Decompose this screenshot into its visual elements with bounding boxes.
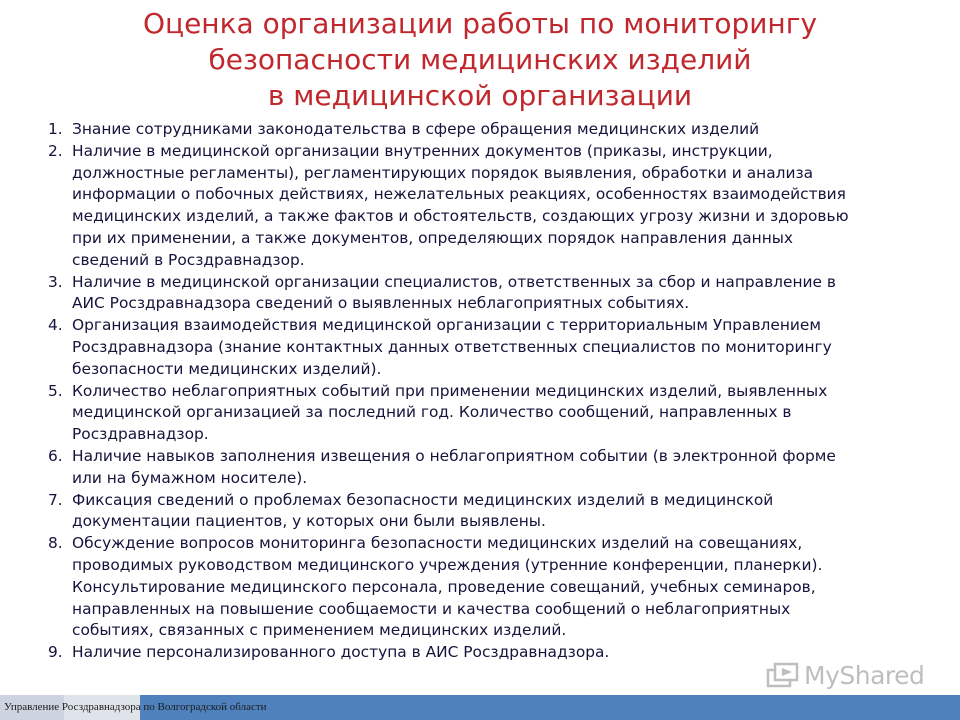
list-item-line: Знание сотрудниками законодательства в сфере обращения медицинских изделий xyxy=(72,120,760,138)
list-item-number: 3. xyxy=(48,272,63,291)
list-item xyxy=(48,381,898,446)
list-item-line: Обсуждение вопросов мониторинга безопасности медицинских изделий на совещаниях, xyxy=(72,534,803,553)
list-item-line: Наличие навыков заполнения извещения о неблагоприятном событии (в электронной форме xyxy=(72,446,836,465)
list-item-text xyxy=(72,315,898,380)
list-item-line: медицинских изделий, а также фактов и обстоятельств, создающих угрозу жизни и здоровью xyxy=(72,207,849,226)
slide-title-line-1: Оценка организации работы по мониторингу xyxy=(142,7,818,40)
list-item-line: направленных на повышение сообщаемости и качества сообщений о неблагоприятных xyxy=(72,599,791,618)
list-item-line: документации пациентов, у которых они были выявлены. xyxy=(72,512,546,531)
list-item-line: Консультирование медицинского персонала, проведение совещаний, учебных семинаров, xyxy=(72,577,816,596)
list-item-line: или на бумажном носителе). xyxy=(72,468,308,487)
list-item-text xyxy=(72,533,898,642)
list-item-line: событиях, связанных с применением медицинских изделий. xyxy=(72,621,567,640)
list-item-line: безопасности медицинских изделий). xyxy=(72,359,382,378)
watermark-text: MyShared xyxy=(804,660,925,690)
list-item xyxy=(48,490,898,534)
list-item-text xyxy=(72,381,898,446)
list-item-line: сведений в Росздравнадзор. xyxy=(72,250,305,269)
list-item-text xyxy=(72,490,898,534)
list-item-line: должностные регламенты), регламентирующих порядок выявления, обработки и анализа xyxy=(72,163,814,182)
list-item-number: 6. xyxy=(48,446,63,465)
list-item-line: Организация взаимодействия медицинской организации с территориальным Управлением xyxy=(72,316,821,335)
list-item-number: 5. xyxy=(48,381,63,400)
list-item-line: Количество неблагоприятных событий при применении медицинских изделий, выявленных xyxy=(72,381,828,400)
list-item xyxy=(48,533,898,642)
slide-title-line-3: в медицинской организации xyxy=(267,79,693,112)
list-item-text xyxy=(72,446,898,490)
myshared-logo-icon xyxy=(766,660,800,690)
list-item-number: 8. xyxy=(48,534,63,553)
list-item-line: информации о побочных действиях, нежелательных реакциях, особенностях взаимодействия xyxy=(72,185,846,204)
list-item-number: 4. xyxy=(48,316,63,335)
slide-title-line-2: безопасности медицинских изделий xyxy=(208,43,752,76)
list-item xyxy=(48,119,898,141)
slide-title xyxy=(80,6,880,114)
list-item-line: АИС Росздравнадзора сведений о выявленных неблагоприятных событиях. xyxy=(72,294,690,313)
list-item-line: при их применении, а также документов, определяющих порядок направления данных xyxy=(72,228,794,247)
list-item-line: Росздравнадзора (знание контактных данных ответственных специалистов по мониторингу xyxy=(72,337,832,356)
footer-label: Управление Росздравнадзора по Волгоградской области xyxy=(4,701,267,713)
footer-bar xyxy=(0,695,960,720)
list-item xyxy=(48,141,898,272)
list-item-text xyxy=(72,141,898,272)
list-item-line: Наличие в медицинской организации специалистов, ответственных за сбор и направление в xyxy=(72,272,836,291)
list-item-line: Фиксация сведений о проблемах безопасности медицинских изделий в медицинской xyxy=(72,490,774,509)
watermark xyxy=(766,655,926,695)
list-item xyxy=(48,315,898,380)
list-item-number: 9. xyxy=(48,643,63,662)
list-item-text xyxy=(72,272,898,316)
list-item-number: 1. xyxy=(48,120,63,138)
list-item-number: 2. xyxy=(48,141,63,160)
list-item-line: медицинской организацией за последний год. Количество сообщений, направленных в xyxy=(72,403,792,422)
list-item-line: Наличие в медицинской организации внутренних документов (приказы, инструкции, xyxy=(72,141,773,160)
list-item-line: Росздравнадзор. xyxy=(72,425,209,444)
criteria-list xyxy=(48,119,898,664)
list-item-text xyxy=(72,119,898,141)
list-item-line: Наличие персонализированного доступа в АИС Росздравнадзора. xyxy=(72,643,610,662)
list-item-number: 7. xyxy=(48,490,63,509)
list-item xyxy=(48,272,898,316)
list-item-line: проводимых руководством медицинского учреждения (утренние конференции, планерки). xyxy=(72,555,823,574)
list-item xyxy=(48,446,898,490)
